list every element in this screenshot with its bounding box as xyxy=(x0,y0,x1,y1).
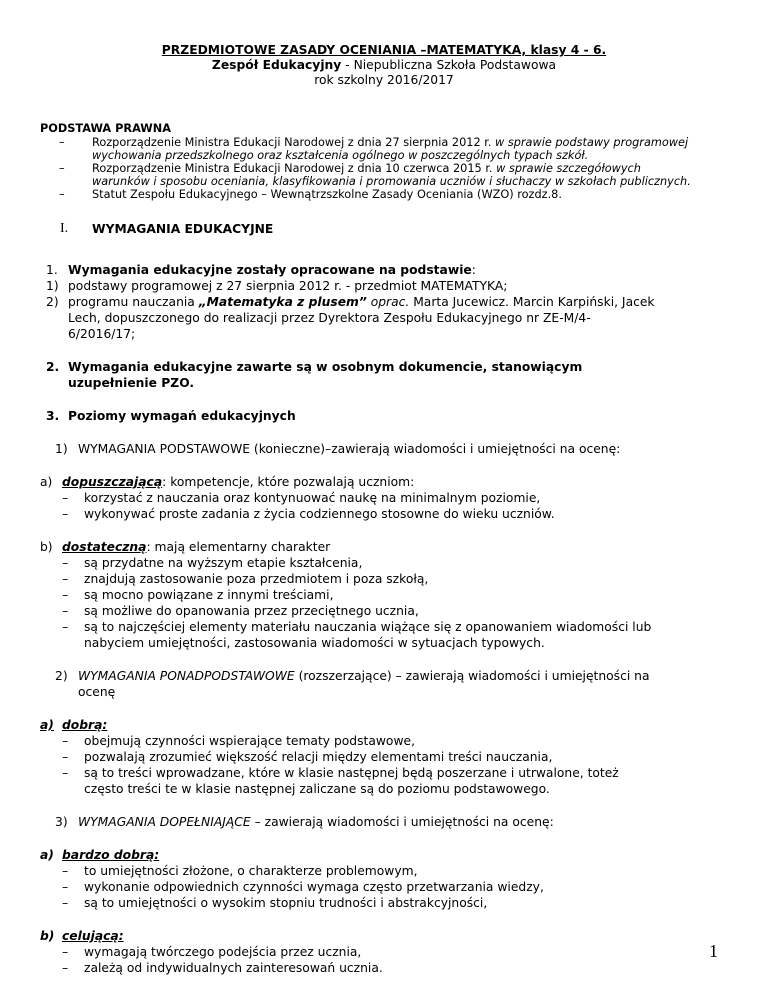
dash: – xyxy=(62,604,69,618)
school-name xyxy=(0,58,768,73)
dash: – xyxy=(62,961,69,975)
document-title: PRZEDMIOTOWE ZASADY OCENIANIA –MATEMATYKA, klasy 4 - 6. xyxy=(161,43,607,57)
list-item: pozwalają zrozumieć większość relacji między elementami treści nauczania, xyxy=(84,750,553,764)
grade-bardzo-dobra: bardzo dobrą: xyxy=(62,848,160,862)
dash: – xyxy=(62,620,69,634)
basis-intro xyxy=(68,263,476,278)
list-item-continued: często treści te w klasie następnej zaliczane są do poziomu podstawowego. xyxy=(84,782,550,796)
legal-dash-1: – xyxy=(59,136,65,149)
legal-dash-2: – xyxy=(59,162,65,175)
advanced-heading-rest: (rozszerzające) – zawierają wiadomości i umiejętności na xyxy=(294,669,650,683)
grade-dopuszczajaca-line xyxy=(62,475,414,490)
grade-dostateczna: dostateczną xyxy=(62,540,147,554)
list-item: są to treści wprowadzane, które w klasie następnej będą poszerzane i utrwalone, toteż xyxy=(84,766,619,780)
list-item: są to najczęściej elementy materiału nauczania wiążące się z opanowaniem wiadomości lub xyxy=(84,620,652,634)
list-item: wykonywać proste zadania z życia codziennego stosowne do wieku uczniów. xyxy=(84,507,555,521)
dash: – xyxy=(62,945,69,959)
grade-dobra: dobrą: xyxy=(62,718,108,732)
dash: – xyxy=(62,556,69,570)
legal-item-1-text: Rozporządzenie Ministra Edukacji Narodowej z dnia 27 sierpnia 2012 r. xyxy=(92,136,496,149)
grade-dostateczna-line xyxy=(62,540,330,555)
list-item: wymagają twórczego podejścia przez ucznia, xyxy=(84,945,362,959)
school-year: rok szkolny 2016/2017 xyxy=(314,73,454,87)
basis-item-2-line-2: Lech, dopuszczonego do realizacji przez Dyrektora Zespołu Edukacyjnego nr ZE-M/4- xyxy=(68,311,591,325)
complementary-heading-rest: – zawierają wiadomości i umiejętności na ocenę: xyxy=(250,815,554,829)
complementary-heading xyxy=(78,815,554,830)
basic-number: 1) xyxy=(55,442,68,456)
advanced-number: 2) xyxy=(55,669,68,683)
legal-item-2-line-1 xyxy=(92,162,641,175)
dash: – xyxy=(62,491,69,505)
dash: – xyxy=(62,734,69,748)
basic-heading: WYMAGANIA PODSTAWOWE (konieczne)–zawierają wiadomości i umiejętności na ocenę: xyxy=(78,442,621,456)
advanced-heading xyxy=(78,669,724,684)
list-item: są to umiejętności o wysokim stopniu trudności i abstrakcyjności, xyxy=(84,896,488,910)
list-item: obejmują czynności wspierające tematy podstawowe, xyxy=(84,734,415,748)
dash: – xyxy=(62,750,69,764)
school-name-rest: - Niepubliczna Szkoła Podstawowa xyxy=(341,58,557,72)
list-item: to umiejętności złożone, o charakterze problemowym, xyxy=(84,864,418,878)
list-item: wykonanie odpowiednich czynności wymaga często przetwarzania wiedzy, xyxy=(84,880,544,894)
advanced-heading-line-2: ocenę xyxy=(78,685,116,699)
point-2-line-1: Wymagania edukacyjne zawarte są w osobnym dokumencie, stanowiącym xyxy=(68,360,583,374)
basis-item-2-line-3: 6/2016/17; xyxy=(68,327,136,341)
advanced-heading-title: WYMAGANIA PONADPODSTAWOWE xyxy=(78,669,295,683)
list-item: korzystać z nauczania oraz kontynuować naukę na minimalnym poziomie, xyxy=(84,491,541,505)
section-roman-numeral: I. xyxy=(60,221,69,236)
basis-number-1: 1. xyxy=(46,263,58,277)
legal-item-2-title: w sprawie szczegółowych xyxy=(496,162,641,175)
dash: – xyxy=(62,864,69,878)
basis-intro-colon: : xyxy=(471,263,476,277)
complementary-heading-title: WYMAGANIA DOPEŁNIAJĄCE xyxy=(78,815,251,829)
list-item: są przydatne na wyższym etapie kształcenia, xyxy=(84,556,363,570)
dash: – xyxy=(62,507,69,521)
grade-dostateczna-desc: : mają elementarny charakter xyxy=(146,540,331,554)
school-name-bold: Zespół Edukacyjny xyxy=(211,58,342,72)
legal-item-1-line-2: wychowania przedszkolnego oraz kształcenia ogólnego w poszczególnych typach szkół. xyxy=(92,149,589,162)
grade-dopuszczajaca-desc: : kompetencje, które pozwalają uczniom: xyxy=(162,475,415,489)
basis-program-prefix: programu nauczania xyxy=(68,295,199,309)
list-item: są możliwe do opanowania przez przeciętnego ucznia, xyxy=(84,604,419,618)
legal-item-1-title: w sprawie podstawy programowej xyxy=(495,136,689,149)
grade-dopuszczajaca: dopuszczającą xyxy=(62,475,163,489)
dash: – xyxy=(62,896,69,910)
basis-program-oprac: oprac. xyxy=(366,295,410,309)
dash: – xyxy=(62,766,69,780)
basis-number-2: 1) xyxy=(46,279,59,293)
grade-a-label-advanced: a) xyxy=(40,718,54,732)
list-item: znajdują zastosowanie poza przedmiotem i poza szkołą, xyxy=(84,572,429,586)
legal-item-2-text: Rozporządzenie Ministra Edukacji Narodowej z dnia 10 czerwca 2015 r. xyxy=(92,162,497,175)
legal-item-1-line-1 xyxy=(92,136,688,149)
complementary-number: 3) xyxy=(55,815,68,829)
basis-item-2-line-1 xyxy=(68,295,655,310)
dash: – xyxy=(62,880,69,894)
dash: – xyxy=(62,588,69,602)
grade-b-label-complementary: b) xyxy=(40,929,55,943)
grade-celujaca: celującą: xyxy=(62,929,124,943)
basis-program-authors: Marta Jucewicz. Marcin Karpiński, Jacek xyxy=(409,295,655,309)
grade-a-label-complementary: a) xyxy=(40,848,54,862)
basis-intro-bold: Wymagania edukacyjne zostały opracowane na podstawie xyxy=(68,263,472,277)
point-3-number: 3. xyxy=(46,409,60,423)
point-2-line-2: uzupełnienie PZO. xyxy=(68,376,195,390)
grade-a-label: a) xyxy=(40,475,53,489)
legal-dash-3: – xyxy=(59,188,65,201)
list-item: są mocno powiązane z innymi treściami, xyxy=(84,588,334,602)
legal-item-2-line-2: warunków i sposobu oceniania, klasyfikowania i promowania uczniów i słuchaczy w szkołach publicznych. xyxy=(92,175,691,188)
legal-item-3: Statut Zespołu Edukacyjnego – Wewnątrzszkolne Zasady Oceniania (WZO) rozdz.8. xyxy=(92,188,562,201)
basis-item-1: podstawy programowej z 27 sierpnia 2012 r. - przedmiot MATEMATYKA; xyxy=(68,279,508,293)
dash: – xyxy=(62,572,69,586)
basis-program-title: „Matematyka z plusem” xyxy=(198,295,367,309)
point-3-heading: Poziomy wymagań edukacyjnych xyxy=(68,409,296,423)
grade-b-label: b) xyxy=(40,540,53,554)
point-2-number: 2. xyxy=(46,360,60,374)
page-number: 1 xyxy=(709,941,718,961)
section-heading: WYMAGANIA EDUKACYJNE xyxy=(92,222,274,236)
legal-heading: PODSTAWA PRAWNA xyxy=(40,122,171,135)
list-item-continued: nabyciem umiejętności, zastosowania wiadomości w sytuacjach typowych. xyxy=(84,636,545,650)
list-item: zależą od indywidualnych zainteresowań ucznia. xyxy=(84,961,383,975)
basis-number-3: 2) xyxy=(46,295,59,309)
